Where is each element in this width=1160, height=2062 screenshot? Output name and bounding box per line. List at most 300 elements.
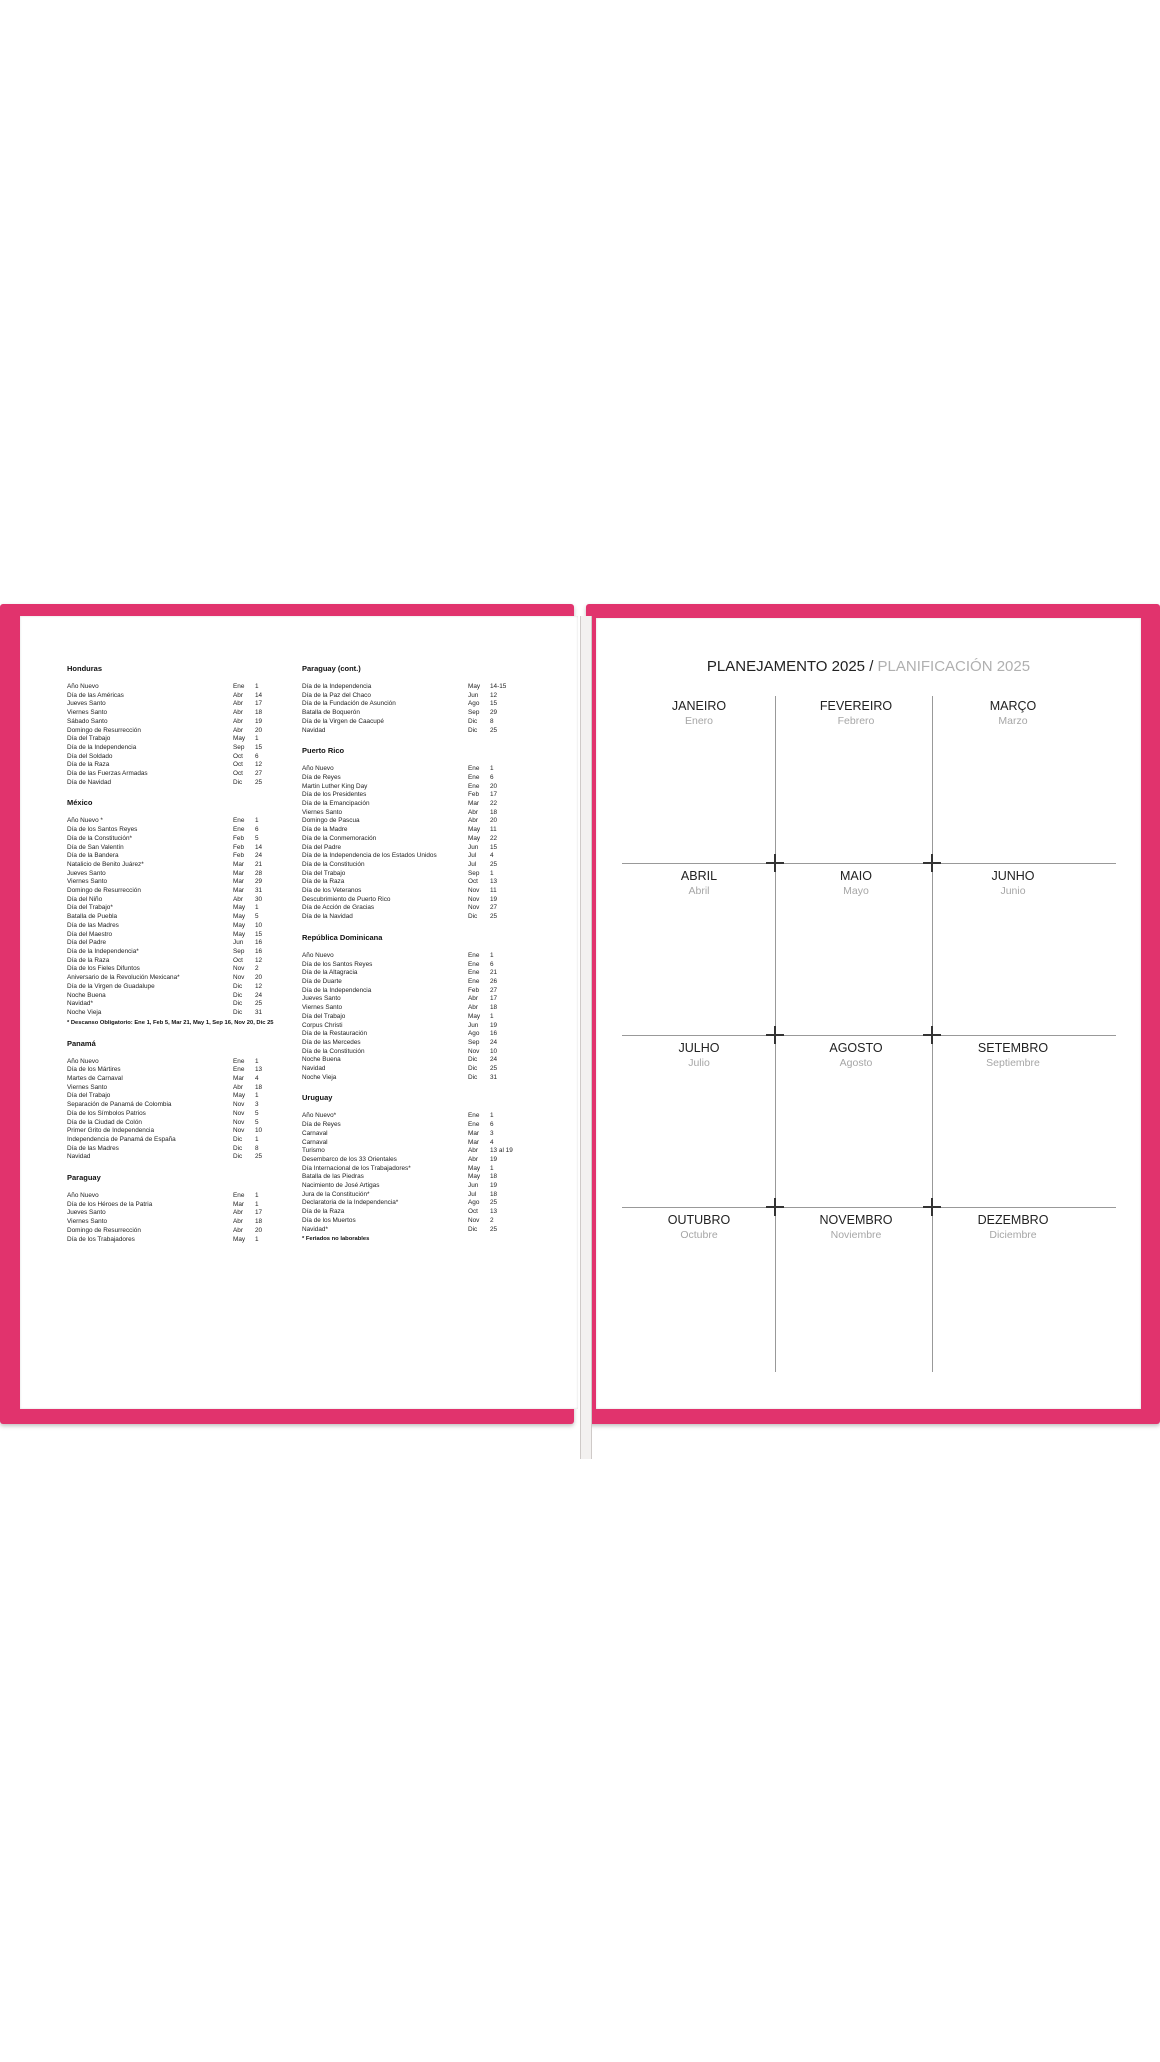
holiday-month: Mar: [468, 1138, 480, 1146]
holiday-row: [67, 1136, 297, 1145]
holiday-month: Sep: [468, 709, 480, 717]
holiday-row: [67, 1084, 297, 1093]
holiday-month: Nov: [233, 1101, 245, 1109]
holiday-day: 12: [255, 761, 263, 769]
holiday-month: Dic: [233, 1153, 243, 1161]
holiday-day: 20: [255, 726, 263, 734]
holiday-name: Día del Trabajo: [67, 735, 111, 743]
holiday-month: Ago: [468, 700, 480, 708]
holiday-month: Nov: [233, 1118, 245, 1126]
month-name-pt: DEZEMBRO: [977, 1213, 1049, 1227]
holiday-month: Dic: [468, 717, 478, 725]
holiday-day: 20: [255, 974, 263, 982]
holiday-month: Nov: [233, 1127, 245, 1135]
holiday-name: Día de los Santos Reyes: [302, 960, 373, 968]
planner-title-pt: PLANEJAMENTO 2025: [706, 658, 866, 675]
holiday-row: [67, 1153, 297, 1162]
holiday-name: Navidad*: [302, 1225, 328, 1233]
country-heading: Uruguay: [302, 1093, 333, 1103]
holiday-name: Batalla de Puebla: [67, 913, 118, 921]
month-cell-junio[interactable]: [938, 868, 1088, 899]
month-name-es: Junio: [1000, 885, 1026, 897]
holiday-name: Día de la Bandera: [67, 852, 119, 860]
holiday-month: Oct: [233, 752, 243, 760]
holiday-row: [67, 826, 297, 835]
holiday-month: Mar: [233, 860, 245, 868]
holiday-name: Día de las Mercedes: [302, 1038, 361, 1046]
holiday-name: Día de los Muertos: [302, 1216, 356, 1224]
month-cell-marzo[interactable]: [938, 698, 1088, 729]
holiday-name: Primer Grito de Independencia: [67, 1127, 155, 1135]
month-cell-agosto[interactable]: [781, 1040, 931, 1071]
holiday-name: Día de los Presidentes: [302, 791, 367, 799]
holiday-day: 10: [490, 1047, 498, 1055]
holiday-month: Dic: [233, 991, 243, 999]
holidays-column-left: [67, 664, 297, 1255]
holiday-row: [302, 1121, 532, 1130]
month-cell-mayo[interactable]: [781, 868, 931, 899]
holiday-row: [302, 783, 532, 792]
holiday-month: Abr: [233, 691, 243, 699]
holiday-day: 1: [255, 1092, 259, 1100]
grid-horizontal-line: [622, 1207, 1116, 1208]
holiday-day: 17: [490, 791, 498, 799]
holiday-name: Noche Vieja: [67, 1008, 102, 1016]
holiday-day: 14: [255, 843, 263, 851]
holiday-row: [67, 913, 297, 922]
holiday-name: Día de San Valentín: [67, 843, 124, 851]
month-name-es: Abril: [688, 885, 710, 897]
holiday-row: [302, 1112, 532, 1121]
holiday-day: 11: [490, 887, 497, 895]
month-cell-enero[interactable]: [624, 698, 774, 729]
holiday-month: Ene: [468, 782, 480, 790]
holiday-name: Día de la Raza: [67, 761, 110, 769]
holiday-name: Día del Niño: [67, 895, 103, 903]
holiday-name: Viernes Santo: [67, 878, 108, 886]
holiday-name: Día de la Madre: [302, 826, 348, 834]
holiday-month: Abr: [233, 726, 243, 734]
month-name-es: Marzo: [998, 715, 1028, 727]
month-name-pt: JULHO: [678, 1041, 720, 1055]
holiday-month: Nov: [468, 1047, 480, 1055]
bookmark-ribbon[interactable]: [580, 616, 592, 1459]
month-name-pt: MAIO: [840, 869, 872, 883]
holiday-month: Ene: [233, 1192, 245, 1200]
holiday-month: Sep: [468, 1038, 480, 1046]
holiday-month: May: [468, 683, 481, 690]
holiday-row: [302, 1173, 532, 1182]
holiday-month: Mar: [233, 1075, 245, 1083]
holiday-day: 13: [255, 1066, 263, 1074]
holiday-month: Ene: [468, 765, 480, 773]
holiday-month: Dic: [468, 726, 478, 734]
holiday-row: [302, 878, 532, 887]
holiday-day: 19: [255, 717, 263, 725]
holiday-month: Feb: [233, 834, 245, 842]
holiday-row: [67, 1145, 297, 1154]
holiday-name: Viernes Santo: [302, 808, 343, 816]
holiday-month: Nov: [468, 895, 480, 903]
holiday-footnote: * Feriados no laborables: [302, 1236, 370, 1243]
holiday-day: 19: [490, 1155, 498, 1163]
planning-page: [596, 618, 1141, 1409]
holiday-month: Jul: [468, 852, 477, 860]
holiday-day: 10: [255, 1127, 263, 1135]
month-cell-abril[interactable]: [624, 868, 774, 899]
holiday-day: 20: [255, 1226, 263, 1234]
holiday-day: 19: [490, 1021, 498, 1029]
holiday-month: Nov: [233, 965, 245, 973]
holiday-month: Abr: [468, 1147, 478, 1155]
holiday-month: May: [468, 1164, 481, 1172]
holiday-day: 3: [490, 1129, 494, 1137]
holiday-month: May: [468, 826, 481, 834]
holiday-name: Día del Padre: [302, 843, 342, 851]
holiday-month: Ago: [468, 1030, 480, 1038]
month-name-pt: JANEIRO: [671, 699, 727, 713]
holiday-name: Independencia de Panamá de España: [67, 1135, 176, 1143]
holiday-name: Día de la Independencia: [302, 986, 372, 994]
holiday-row: [302, 952, 532, 961]
holiday-month: Ene: [233, 1057, 245, 1065]
holiday-name: Martes de Carnaval: [67, 1075, 123, 1083]
holiday-month: Ene: [468, 1121, 480, 1129]
holiday-name: Carnaval: [302, 1129, 328, 1137]
holiday-row: [67, 870, 297, 879]
holiday-day: 2: [490, 1216, 494, 1224]
planner-title-separator: /: [869, 658, 874, 675]
holiday-name: Día de los Mártires: [67, 1066, 121, 1074]
holiday-day: 4: [490, 852, 494, 860]
month-name-es: Julio: [688, 1057, 710, 1069]
holiday-day: 21: [255, 860, 263, 868]
holiday-day: 1: [255, 1057, 259, 1065]
holiday-name: Día de la Raza: [302, 878, 345, 886]
holiday-name: Viernes Santo: [67, 709, 108, 717]
holiday-name: Domingo de Pascua: [302, 817, 360, 825]
holiday-month: Ene: [468, 951, 480, 959]
holiday-name: Día de Acción de Gracias: [302, 904, 375, 912]
month-cell-septiembre[interactable]: [938, 1040, 1088, 1071]
holiday-name: Día del Trabajo*: [67, 904, 113, 912]
holiday-name: Año Nuevo: [302, 951, 334, 959]
holiday-name: Día de la Constitución*: [67, 834, 133, 842]
holiday-day: 2: [255, 965, 259, 973]
holiday-row: [302, 961, 532, 970]
holiday-name: Natalicio de Benito Juárez*: [67, 860, 144, 868]
holiday-name: Día de la Emancipación: [302, 800, 370, 808]
holiday-name: Año Nuevo: [302, 765, 334, 773]
holiday-month: Ene: [468, 977, 480, 985]
grid-horizontal-line: [622, 863, 1116, 864]
holiday-name: Noche Vieja: [302, 1073, 337, 1081]
month-name-es: Octubre: [680, 1229, 718, 1241]
holiday-month: Abr: [468, 995, 478, 1003]
holiday-month: Oct: [233, 956, 243, 964]
holiday-month: Nov: [233, 1109, 245, 1117]
holiday-name: Sábado Santo: [67, 717, 108, 725]
holiday-day: 29: [255, 878, 263, 886]
holiday-month: Jul: [468, 860, 477, 868]
month-name-pt: JUNHO: [991, 869, 1035, 883]
holiday-month: Feb: [468, 986, 480, 994]
holiday-list: [302, 765, 532, 922]
holiday-day: 18: [490, 808, 498, 816]
holiday-day: 1: [255, 1135, 259, 1143]
holiday-month: May: [468, 834, 481, 842]
holiday-month: Dic: [468, 1073, 478, 1081]
holiday-row: [67, 1058, 297, 1067]
holiday-name: Carnaval: [302, 1138, 328, 1146]
holiday-day: 13: [490, 878, 498, 886]
holiday-day: 6: [490, 1121, 494, 1129]
holiday-row: [67, 1092, 297, 1101]
holiday-month: Dic: [233, 1144, 243, 1152]
month-name-pt: MARÇO: [989, 699, 1037, 713]
holiday-day: 27: [490, 904, 498, 912]
holiday-day: 22: [490, 834, 498, 842]
holiday-day: 12: [255, 982, 263, 990]
holiday-row: [67, 1236, 297, 1245]
month-name-es: Enero: [684, 715, 714, 727]
holiday-day: 1: [255, 735, 259, 743]
holiday-name: Día de los Veteranos: [302, 887, 362, 895]
holiday-name: Año Nuevo: [67, 683, 99, 690]
month-cell-febrero[interactable]: [781, 698, 931, 729]
holiday-row: [302, 709, 532, 718]
holiday-day: 1: [490, 1112, 494, 1120]
holiday-month: Dic: [233, 778, 243, 786]
month-cell-julio[interactable]: [624, 1040, 774, 1071]
holiday-list: [67, 817, 297, 1027]
holiday-row: [67, 939, 297, 948]
holiday-name: Día de los Héroes de la Patria: [67, 1200, 153, 1208]
holiday-row: [67, 1218, 297, 1227]
holiday-day: 18: [255, 1218, 263, 1226]
holiday-row: [302, 1139, 532, 1148]
holiday-day: 5: [255, 834, 259, 842]
holiday-day: 19: [490, 1182, 498, 1190]
holiday-name: Aniversario de la Revolución Mexicana*: [67, 974, 180, 982]
holiday-day: 31: [255, 1008, 263, 1016]
holiday-row: [67, 1227, 297, 1236]
holiday-name: Noche Buena: [302, 1056, 341, 1064]
holiday-name: Día de la Altagracia: [302, 969, 358, 977]
month-name-pt: AGOSTO: [829, 1041, 883, 1055]
holiday-name: Año Nuevo: [67, 1057, 99, 1065]
holiday-row: [67, 1101, 297, 1110]
holiday-row: [67, 700, 297, 709]
holiday-row: [67, 1209, 297, 1218]
holiday-month: Mar: [233, 1200, 245, 1208]
holiday-month: Dic: [233, 1000, 243, 1008]
holiday-day: 18: [490, 1190, 498, 1198]
holiday-name: Jueves Santo: [67, 869, 106, 877]
holiday-list: [67, 1192, 297, 1244]
holiday-row: [302, 913, 532, 922]
holiday-row: [302, 1030, 532, 1039]
holiday-row: [67, 852, 297, 861]
holiday-month: May: [468, 1012, 481, 1020]
holiday-name: Día de los Santos Reyes: [67, 826, 138, 834]
holiday-name: Viernes Santo: [302, 1004, 343, 1012]
holiday-day: 8: [255, 1144, 259, 1152]
country-heading: Paraguay (cont.): [302, 664, 361, 673]
holiday-day: 27: [490, 986, 498, 994]
holiday-row: [67, 1127, 297, 1136]
holiday-row: [302, 904, 532, 913]
holiday-month: Jun: [468, 1021, 479, 1029]
holiday-list: [302, 952, 532, 1083]
holiday-name: Día de las Fuerzas Armadas: [67, 770, 148, 778]
holiday-row: [67, 922, 297, 931]
holiday-name: Día de la Independencia*: [67, 947, 139, 955]
month-cell-diciembre[interactable]: [938, 1212, 1088, 1243]
holiday-month: Nov: [468, 904, 480, 912]
holiday-footnote: * Descanso Obligatorio: Ene 1, Feb 5, Mar 21, May 1, Sep 16, Nov 20, Dic 25: [67, 1019, 274, 1026]
month-name-es: Febrero: [837, 715, 875, 727]
holiday-month: Oct: [233, 761, 243, 769]
holiday-row: [302, 861, 532, 870]
holidays-page: [20, 616, 578, 1409]
holiday-row: [67, 1009, 297, 1018]
holiday-row: [302, 887, 532, 896]
holiday-month: Oct: [233, 770, 243, 778]
holiday-name: Día de Navidad: [67, 778, 112, 786]
holiday-name: Día de la Virgen de Caacupé: [302, 717, 384, 725]
holiday-day: 14-15: [490, 683, 507, 690]
holiday-month: Abr: [233, 1218, 243, 1226]
holiday-row: [67, 904, 297, 913]
holiday-name: Día de la Conmemoración: [302, 834, 377, 842]
holiday-name: Día del Soldado: [67, 752, 113, 760]
holiday-month: Feb: [233, 852, 245, 860]
holiday-month: Jun: [468, 1182, 479, 1190]
holiday-name: Día de la Paz del Chaco: [302, 691, 371, 699]
month-name-es: Diciembre: [989, 1229, 1037, 1241]
holiday-row: [302, 1226, 532, 1235]
holiday-name: Día de Reyes: [302, 1121, 341, 1129]
holiday-day: 21: [490, 969, 498, 977]
holiday-day: 25: [490, 1065, 498, 1073]
holiday-row: [302, 1147, 532, 1156]
holiday-day: 1: [490, 765, 494, 773]
holiday-name: Día del Trabajo: [302, 1012, 346, 1020]
holiday-month: Jun: [468, 691, 479, 699]
holiday-day: 16: [490, 1030, 498, 1038]
holiday-name: Separación de Panamá de Colombia: [67, 1101, 172, 1109]
holiday-month: May: [233, 1092, 246, 1100]
month-cell-noviembre[interactable]: [781, 1212, 931, 1243]
holiday-month: Ene: [468, 1112, 480, 1120]
holiday-day: 13: [490, 1208, 498, 1216]
holiday-name: Día del Maestro: [67, 930, 113, 938]
holiday-month: Mar: [233, 869, 245, 877]
holiday-month: Sep: [233, 947, 245, 955]
holiday-row: [302, 1165, 532, 1174]
holiday-month: Abr: [233, 895, 243, 903]
month-name-es: Noviembre: [830, 1229, 882, 1241]
holiday-day: 12: [490, 691, 498, 699]
holiday-row: [67, 878, 297, 887]
holiday-row: [67, 983, 297, 992]
holiday-month: Abr: [233, 1083, 243, 1091]
holiday-row: [302, 1048, 532, 1057]
holiday-month: Abr: [233, 700, 243, 708]
holiday-month: May: [233, 735, 246, 743]
holiday-name: Día de la Raza: [67, 956, 110, 964]
holiday-day: 25: [255, 778, 263, 786]
holiday-row: [302, 692, 532, 701]
holiday-month: Feb: [233, 843, 245, 851]
holiday-month: Abr: [468, 1004, 478, 1012]
holiday-month: Dic: [233, 1135, 243, 1143]
holiday-name: Navidad: [302, 1065, 326, 1073]
holiday-row: [67, 1110, 297, 1119]
holiday-row: [67, 965, 297, 974]
holiday-name: Viernes Santo: [67, 1083, 108, 1091]
holiday-month: Oct: [468, 1208, 478, 1216]
holiday-row: [302, 765, 532, 774]
holiday-day: 15: [490, 843, 498, 851]
holiday-month: Dic: [468, 1065, 478, 1073]
holiday-day: 24: [490, 1056, 498, 1064]
holiday-day: 12: [255, 956, 263, 964]
holiday-row: [302, 791, 532, 800]
holiday-day: 17: [255, 700, 263, 708]
holiday-day: 28: [255, 869, 263, 877]
planner-title: [596, 658, 1141, 675]
holiday-row: [67, 835, 297, 844]
holiday-name: Día de los Trabajadores: [67, 1235, 135, 1243]
grid-horizontal-line: [622, 1035, 1116, 1036]
holiday-row: [302, 1074, 532, 1083]
holiday-month: Ene: [233, 683, 245, 690]
holiday-row: [302, 1013, 532, 1022]
holiday-name: Día del Trabajo: [67, 1092, 111, 1100]
holiday-month: May: [233, 1235, 246, 1243]
holiday-day: 1: [255, 904, 259, 912]
holiday-row: [67, 974, 297, 983]
holiday-row: [67, 1000, 297, 1009]
holiday-day: 14: [255, 691, 263, 699]
holiday-day: 18: [255, 1083, 263, 1091]
holiday-row: [302, 1130, 532, 1139]
holiday-day: 27: [255, 770, 263, 778]
holiday-row: [67, 992, 297, 1001]
holiday-day: 1: [255, 1192, 259, 1200]
holiday-month: Ene: [468, 960, 480, 968]
holiday-row: [302, 727, 532, 736]
holiday-day: 11: [490, 826, 497, 834]
holiday-row: [302, 987, 532, 996]
holiday-day: 5: [255, 1118, 259, 1126]
holiday-month: Dic: [468, 1056, 478, 1064]
holiday-day: 1: [255, 683, 259, 690]
holiday-name: Día de las Madres: [67, 921, 119, 929]
holiday-day: 25: [490, 860, 498, 868]
holiday-day: 1: [255, 1200, 259, 1208]
holiday-name: Día de la Constitución: [302, 1047, 365, 1055]
holiday-month: Oct: [468, 878, 478, 886]
holiday-row: [302, 870, 532, 879]
holiday-day: 18: [490, 1173, 498, 1181]
holiday-row: [302, 1056, 532, 1065]
holiday-row: [67, 1075, 297, 1084]
month-cell-octubre[interactable]: [624, 1212, 774, 1243]
holidays-column-right: [302, 664, 532, 1255]
